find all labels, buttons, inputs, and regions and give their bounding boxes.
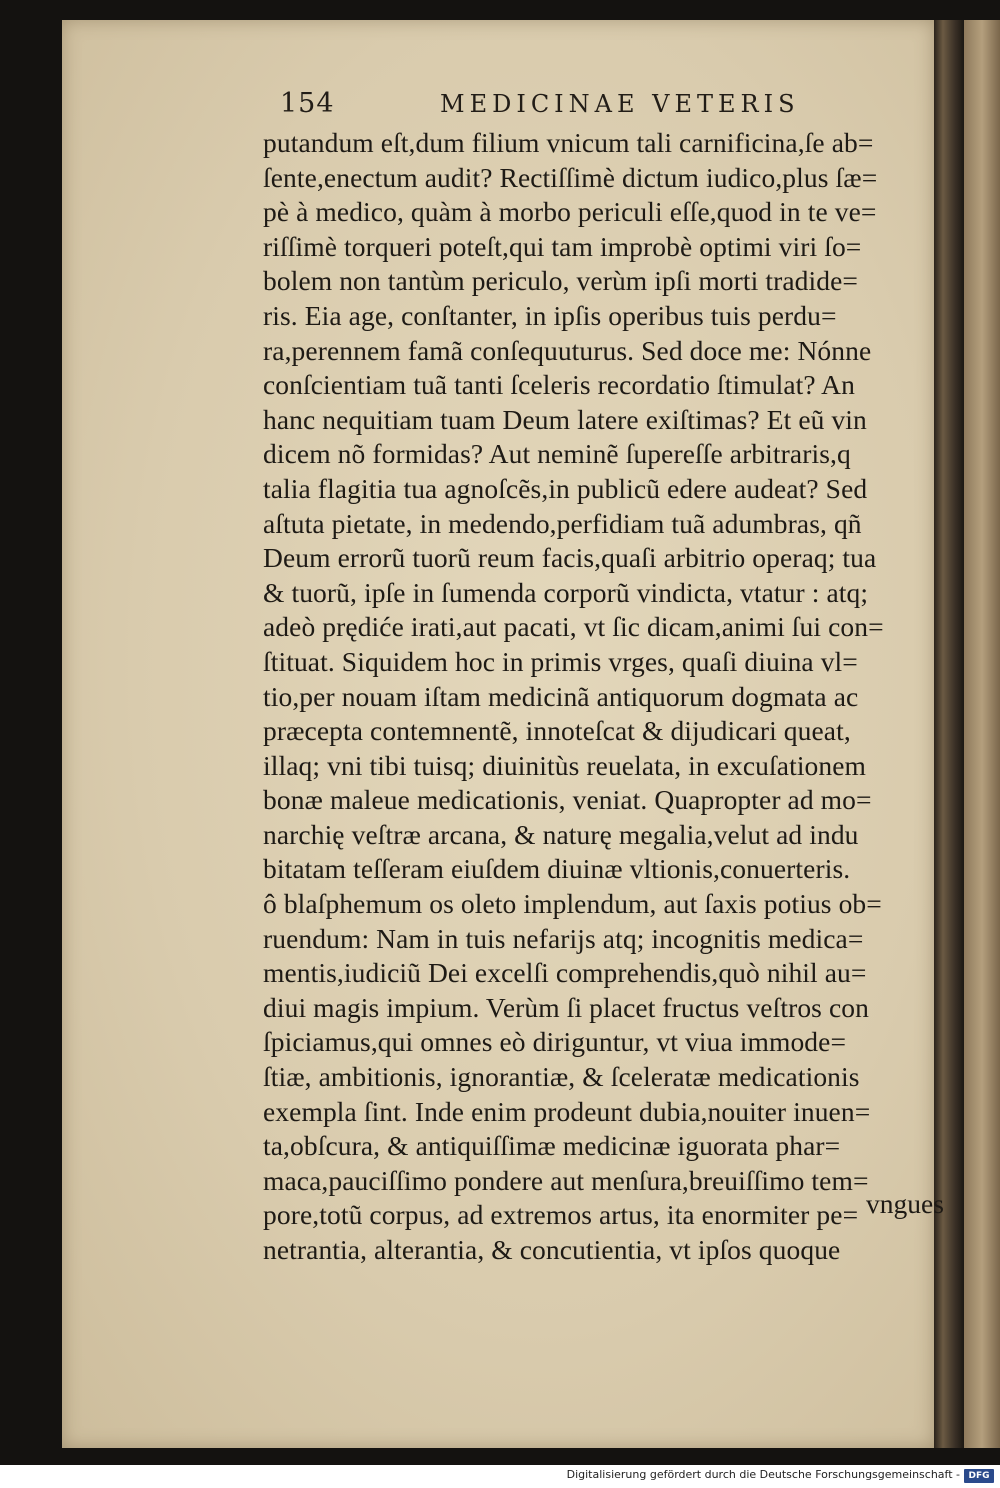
text-line: & tuorũ, ipſe in ſumenda corporũ vindicta, vtatur : atq; bbox=[263, 576, 869, 608]
text-line: netrantia, alterantia, & concutientia, vt ipſos quoque bbox=[263, 1234, 841, 1265]
text-line: mentis,iudiciũ Dei excelſi comprehendis,quò nihil au= bbox=[263, 957, 867, 989]
dfg-logo: DFG bbox=[964, 1469, 994, 1483]
text-line: tio,per nouam iſtam medicinã antiquorum dogmata ac bbox=[263, 680, 859, 712]
text-line: ſpiciamus,qui omnes eò diriguntur, vt viua immode= bbox=[263, 1026, 847, 1058]
text-line: ta,obſcura, & antiquiſſimæ medicinæ iguorata phar= bbox=[263, 1130, 841, 1162]
running-title: MEDICINAE VETERIS bbox=[440, 90, 800, 118]
text-line: illaq; vni tibi tuisq; diuinitùs reuelata, in excuſationem bbox=[263, 749, 867, 781]
text-line: bonæ maleue medicationis, veniat. Quapropter ad mo= bbox=[263, 784, 872, 816]
text-line: talia flagitia tua agnoſcẽs,in publicũ edere audeat? Sed bbox=[263, 472, 868, 504]
text-line: riſſimè torqueri poteſt,qui tam improbè optimi viri ſo= bbox=[263, 230, 862, 262]
text-line: aſtuta pietate, in medendo,perfidiam tuã adumbras, qñ bbox=[263, 507, 862, 539]
text-line: Deum errorũ tuorũ reum facis,quaſi arbitrio operaq; tua bbox=[263, 542, 877, 574]
running-head bbox=[280, 88, 860, 128]
text-line: pè à medico, quàm à morbo periculi eſſe,quod in te ve= bbox=[263, 196, 877, 228]
text-line: maca,pauciſſimo pondere aut menſura,breuiſſimo tem= bbox=[263, 1164, 869, 1196]
text-line: ô blaſphemum os oleto implendum, aut ſaxis potius ob= bbox=[263, 888, 882, 920]
text-line: exempla ſint. Inde enim prodeunt dubia,nouiter inuen= bbox=[263, 1095, 871, 1127]
text-line: ris. Eia age, conſtanter, in ipſis operibus tuis perdu= bbox=[263, 299, 837, 331]
text-line: præcepta contemnentẽ, innoteſcat & dijudicari queat, bbox=[263, 715, 851, 747]
text-line: ruendum: Nam in tuis nefarijs atq; incognitis medica= bbox=[263, 922, 864, 954]
text-line: conſcientiam tuã tanti ſceleris recordatio ſtimulat? An bbox=[263, 369, 855, 401]
text-line: ſtiæ, ambitionis, ignorantiæ, & ſceleratæ medicationis bbox=[263, 1061, 860, 1093]
text-line: bolem non tantùm periculo, verùm ipſi morti tradide= bbox=[263, 265, 859, 297]
text-line: diui magis impium. Verùm ſi placet fructus veſtros con bbox=[263, 991, 869, 1023]
text-line: hanc nequitiam tuam Deum latere exiſtimas? Et eũ vin bbox=[263, 403, 867, 435]
text-line: dicem nõ formidas? Aut neminẽ ſupereſſe arbitraris,q bbox=[263, 438, 851, 470]
text-line: putandum eſt,dum filium vnicum tali carnificina,ſe ab= bbox=[263, 127, 874, 158]
text-line: narchię veſtræ arcana, & naturę megalia,velut ad indu bbox=[263, 818, 859, 850]
text-line: bitatam teſſeram eiuſdem diuinæ vltionis,conuerteris. bbox=[263, 853, 851, 885]
text-line: ſente,enectum audit? Rectiſſimè dictum iudico,plus ſæ= bbox=[263, 161, 878, 193]
funding-credit: Digitalisierung gefördert durch die Deutsche Forschungsgemeinschaft - bbox=[566, 1468, 960, 1481]
catchword: vngues bbox=[866, 1188, 944, 1219]
text-line: ra,perennem famã conſequuturus. Sed doce me: Nónne bbox=[263, 334, 872, 366]
footer-bar bbox=[0, 1465, 1000, 1488]
page-number: 154 bbox=[280, 88, 335, 119]
text-line: ſtituat. Siquidem hoc in primis vrges, quaſi diuina vl= bbox=[263, 645, 858, 677]
text-line: pore,totũ corpus, ad extremos artus, ita enormiter pe= bbox=[263, 1199, 859, 1231]
text-line: adeò prędiće irati,aut pacati, vt ſic dicam,animi ſui con= bbox=[263, 611, 884, 643]
body-text bbox=[263, 126, 983, 1268]
